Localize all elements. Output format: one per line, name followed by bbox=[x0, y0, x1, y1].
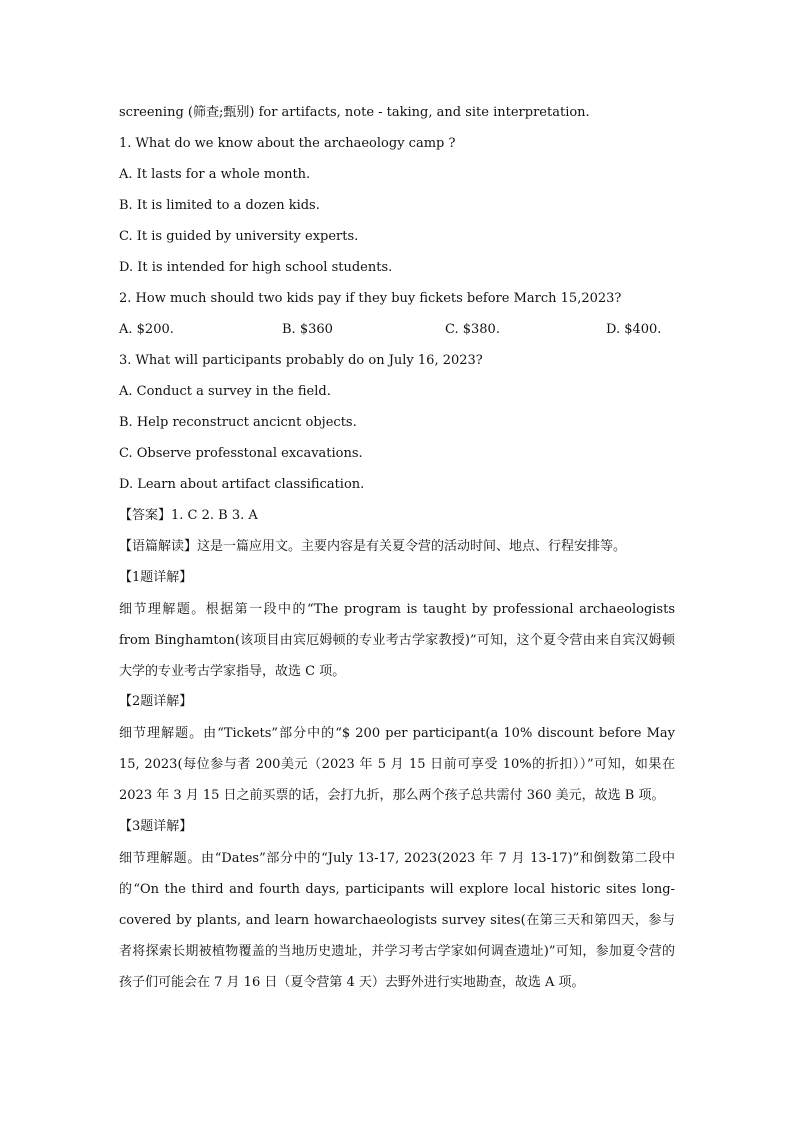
question-2-options bbox=[119, 321, 679, 339]
question-2-option-a: A. $200. bbox=[119, 322, 174, 337]
question-1-option-c: C. It is guided by university experts. bbox=[119, 229, 359, 244]
detail-2-text: 细节理解题。由“Tickets”部分中的“$ 200 per participant(a 10% discount before May 15, 2023(每位参与者 200美元（2023 年 5 月 15 日前可享受 10%的折扣））”可知，如果在 2023 年 3 月 15 日之前买票的话，会打九折，那么两个孩子总共需付 360 美元，故选 B 项。 bbox=[119, 726, 675, 803]
question-3-option-d: D. Learn about artifact classification. bbox=[119, 477, 365, 492]
question-2-option-c: C. $380. bbox=[445, 322, 500, 337]
question-3-option-a: A. Conduct a survey in the field. bbox=[119, 384, 331, 399]
detail-2-heading: 【2题详解】 bbox=[119, 694, 193, 709]
answer-line: 【答案】1. C 2. B 3. A bbox=[119, 508, 258, 523]
detail-1-heading: 【1题详解】 bbox=[119, 570, 193, 585]
question-3-option-c: C. Observe professtonal excavations. bbox=[119, 446, 363, 461]
detail-1-text: 细节理解题。根据第一段中的“The program is taught by professional archaeologists from Binghamton(该项目由宾厄姆顿的专业考古学家教授)”可知，这个夏令营由来自宾汉姆顿大学的专业考古学家指导，故选 C 项。 bbox=[119, 602, 675, 679]
question-1-stem: 1. What do we know about the archaeology camp ? bbox=[119, 136, 456, 151]
question-2-stem: 2. How much should two kids pay if they buy fickets before March 15,2023? bbox=[119, 291, 622, 306]
question-1-option-d: D. It is intended for high school students. bbox=[119, 260, 393, 275]
passage-analysis: 【语篇解读】这是一篇应用文。主要内容是有关夏令营的活动时间、地点、行程安排等。 bbox=[119, 539, 627, 554]
question-3-option-b: B. Help reconstruct ancicnt objects. bbox=[119, 415, 357, 430]
question-3-stem: 3. What will participants probably do on July 16, 2023? bbox=[119, 353, 483, 368]
detail-3-text: 细节理解题。由“Dates”部分中的“July 13-17, 2023(2023 年 7 月 13-17)”和倒数第二段中的“On the third and fourth days, participants will explore local historic sites long-covered by plants, and learn howarchaeologists survey sites(在第三天和第四天，参与者将探索长期被植物覆盖的当地历史遗址，并学习考古学家如何调查遗址)”可知，参加夏令营的孩子们可能会在 7 月 16 日（夏令营第 4 天）去野外进行实地勘查，故选 A 项。 bbox=[119, 851, 675, 990]
detail-3-heading: 【3题详解】 bbox=[119, 819, 193, 834]
question-1-option-a: A. It lasts for a whole month. bbox=[119, 167, 311, 182]
question-2-option-b: B. $360 bbox=[282, 322, 333, 337]
question-2-option-d: D. $400. bbox=[606, 322, 662, 337]
question-1-option-b: B. It is limited to a dozen kids. bbox=[119, 198, 320, 213]
intro-tail-text: screening (筛查;甄别) for artifacts, note - taking, and site interpretation. bbox=[119, 105, 590, 120]
